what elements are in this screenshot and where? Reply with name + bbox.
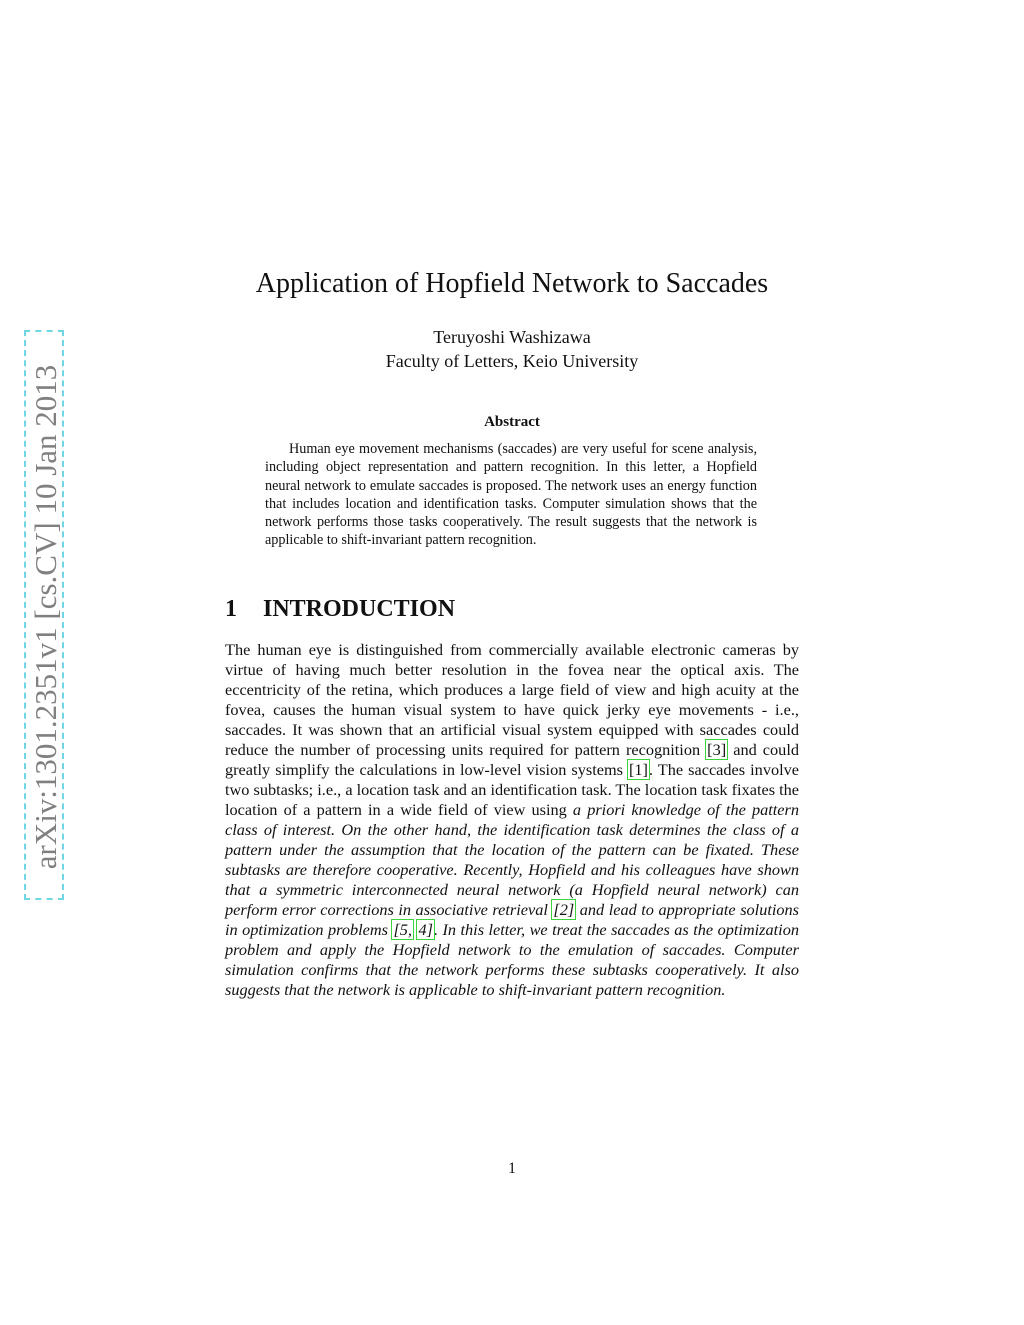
intro-text-italic-2: and lead to appropriate solutions in optimization problems (225, 900, 799, 939)
intro-text-1: The human eye is distinguished from commercially available electronic cameras by virtue of having much better resolution in the fovea near the optical axis. The eccentricity of the retina, which produces a large field of view and high acuity at the fovea, causes the human visual system to have quick jerky eye movements - i.e., saccades. It was shown that an artificial visual system equipped with saccades could reduce the number of processing units required for pattern recognition (225, 640, 799, 759)
citation-link-1[interactable]: [1] (629, 760, 648, 779)
intro-text-italic-1: a priori knowledge of the pattern class of interest. On the other hand, the identification task determines the class of a pattern under the assumption that the location of the pattern can be fixated. These subtasks are therefore cooperative. Recently, Hopfield and his colleagues have shown that a symmetric interconnected neural network (a Hopfield neural network) can perform error corrections in associative retrieval (225, 800, 800, 919)
abstract-text: Human eye movement mechanisms (saccades) are very useful for scene analysis, including object representation and pattern recognition. In this letter, a Hopfield neural network to emulate saccades is proposed. The network uses an energy function that includes location and identification tasks. Computer simulation shows that the network performs those tasks cooperatively. The result suggests that the network is applicable to shift-invariant pattern recognition. (265, 441, 757, 549)
citation-link-2[interactable]: [2] (553, 900, 575, 919)
arxiv-id[interactable]: arXiv:1301.2351v1 [cs.CV] 10 Jan 2013 (28, 364, 63, 870)
citation-link-5[interactable]: [5, (393, 920, 413, 939)
paper-title: Application of Hopfield Network to Saccades (255, 268, 769, 299)
section-number: 1 (225, 596, 237, 622)
section-title: INTRODUCTION (263, 596, 456, 622)
intro-paragraph (225, 640, 799, 1000)
intro-text-2: and could greatly simplify the calculations in low-level vision systems (225, 740, 799, 779)
abstract-heading: Abstract (484, 414, 540, 430)
page-number: 1 (508, 1160, 516, 1177)
intro-text-3: . The saccades involve two subtasks; i.e., a location task and an identification task. The location task fixates the location of a pattern in a wide field of view using (225, 760, 799, 819)
citation-link-3[interactable]: [3] (707, 740, 727, 759)
intro-text-italic-3: . In this letter, we treat the saccades as the optimization problem and apply the Hopfield network to the emulation of saccades. Computer simulation confirms that the network performs these subtasks cooperatively. It also suggests that the network is applicable to shift-invariant pattern recognition. (225, 920, 799, 999)
author-name: Teruyoshi Washizawa (433, 327, 591, 347)
author-affiliation: Faculty of Letters, Keio University (385, 351, 639, 371)
section-heading (225, 596, 455, 623)
citation-link-4[interactable]: 4] (418, 920, 433, 939)
